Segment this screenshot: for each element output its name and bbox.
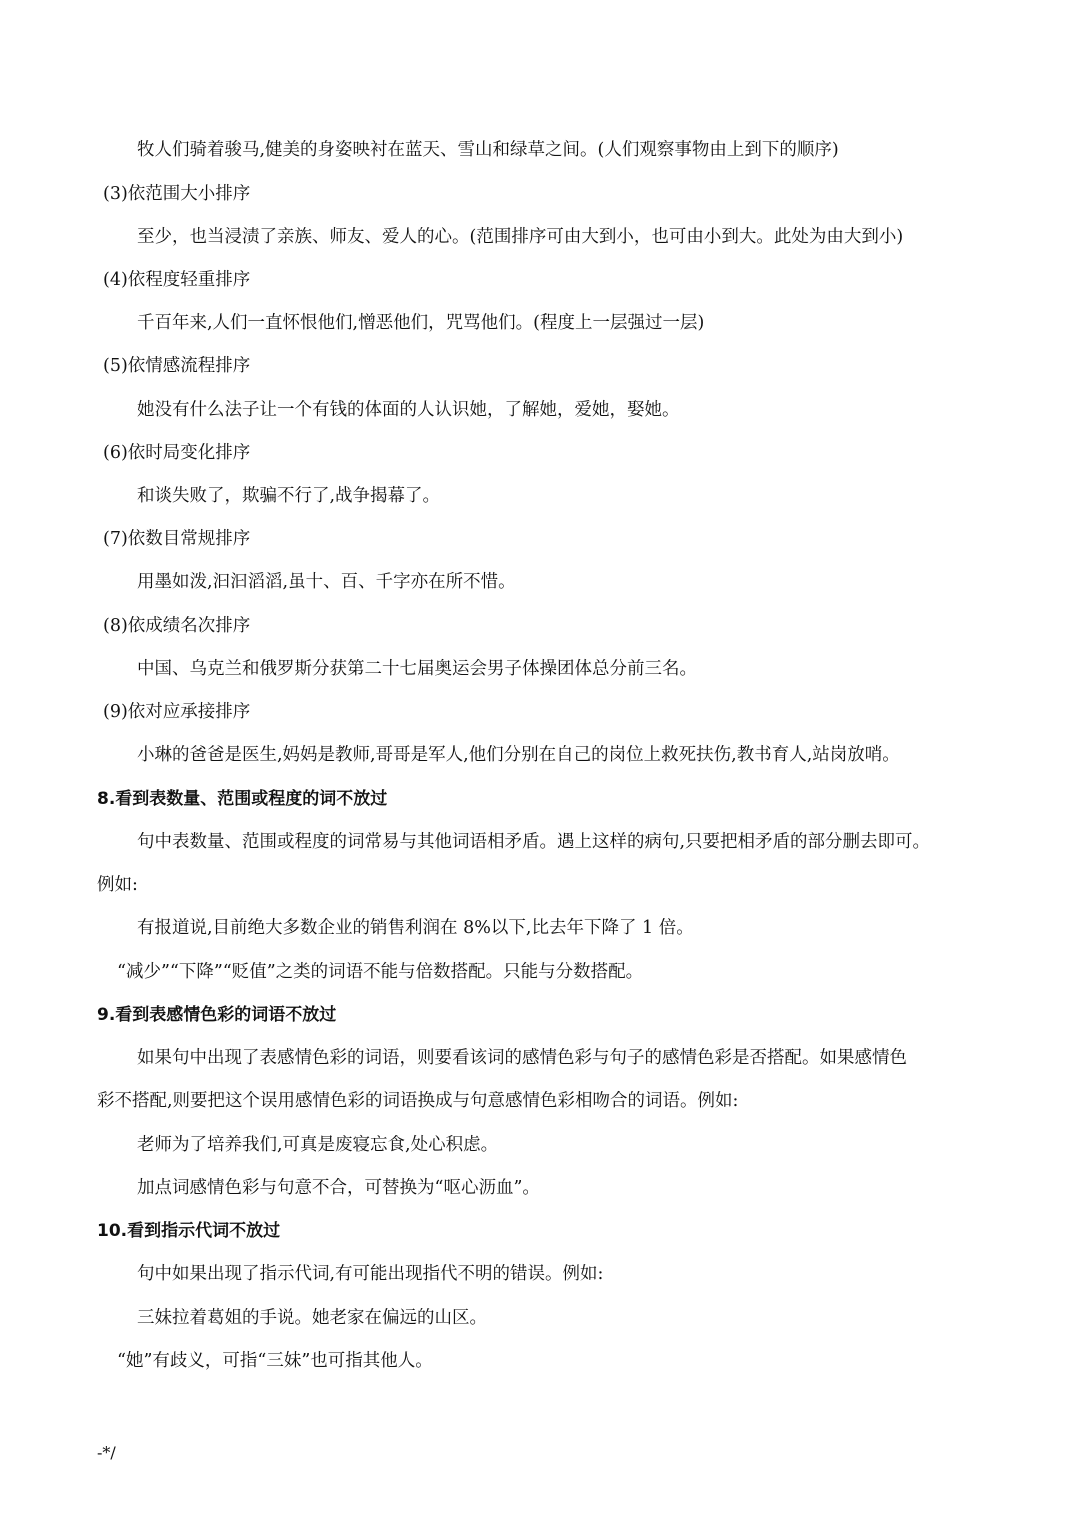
explanation: “她”有歧义，可指“三妹”也可指其他人。 — [117, 1351, 433, 1371]
paragraph-continued: 例如: — [97, 875, 138, 895]
example-sentence: 至少，也当浸渍了亲族、师友、爱人的心。(范围排序可由大到小，也可由小到大。此处为由大到小) — [137, 227, 904, 247]
example-sentence: 小琳的爸爸是医生,妈妈是教师,哥哥是军人,他们分别在自己的岗位上救死扶伤,教书育人,站岗放哨。 — [137, 745, 900, 765]
example-sentence: 她没有什么法子让一个有钱的体面的人认识她，了解她，爱她，娶她。 — [137, 400, 680, 420]
subheading-5: (5)依情感流程排序 — [103, 356, 251, 376]
example-sentence: 牧人们骑着骏马,健美的身姿映衬在蓝天、雪山和绿草之间。(人们观察事物由上到下的顺序) — [137, 140, 839, 160]
example-sentence: 和谈失败了，欺骗不行了,战争揭幕了。 — [137, 486, 441, 506]
explanation: 加点词感情色彩与句意不合，可替换为“呕心沥血”。 — [137, 1178, 540, 1198]
explanation: “减少”“下降”“贬值”之类的词语不能与倍数搭配。只能与分数搭配。 — [117, 962, 644, 982]
example-sentence: 有报道说,目前绝大多数企业的销售利润在 8%以下,比去年下降了 1 倍。 — [137, 918, 694, 938]
subheading-6: (6)依时局变化排序 — [103, 443, 251, 463]
example-sentence: 千百年来,人们一直怀恨他们,憎恶他们，咒骂他们。(程度上一层强过一层) — [137, 313, 705, 333]
example-sentence: 三妹拉着葛姐的手说。她老家在偏远的山区。 — [137, 1308, 487, 1328]
subheading-3: (3)依范围大小排序 — [103, 184, 251, 204]
example-sentence: 用墨如泼,汩汩滔滔,虽十、百、千字亦在所不惜。 — [137, 572, 516, 592]
subheading-7: (7)依数目常规排序 — [103, 529, 251, 549]
page-footer: -*/ — [97, 1443, 116, 1462]
subheading-4: (4)依程度轻重排序 — [103, 270, 251, 290]
paragraph: 如果句中出现了表感情色彩的词语，则要看该词的感情色彩与句子的感情色彩是否搭配。如果感情色 — [137, 1048, 907, 1068]
section-heading-8: 8.看到表数量、范围或程度的词不放过 — [97, 789, 388, 809]
paragraph: 句中表数量、范围或程度的词常易与其他词语相矛盾。遇上这样的病句,只要把相矛盾的部分删去即可。 — [137, 832, 931, 852]
section-heading-9: 9.看到表感情色彩的词语不放过 — [97, 1005, 337, 1025]
example-sentence: 老师为了培养我们,可真是废寝忘食,处心积虑。 — [137, 1135, 499, 1155]
paragraph: 句中如果出现了指示代词,有可能出现指代不明的错误。例如: — [137, 1264, 604, 1284]
section-heading-10: 10.看到指示代词不放过 — [97, 1221, 281, 1241]
paragraph-continued: 彩不搭配,则要把这个误用感情色彩的词语换成与句意感情色彩相吻合的词语。例如: — [97, 1091, 739, 1111]
example-sentence: 中国、乌克兰和俄罗斯分获第二十七届奥运会男子体操团体总分前三名。 — [137, 659, 697, 679]
subheading-9: (9)依对应承接排序 — [103, 702, 251, 722]
subheading-8: (8)依成绩名次排序 — [103, 616, 251, 636]
